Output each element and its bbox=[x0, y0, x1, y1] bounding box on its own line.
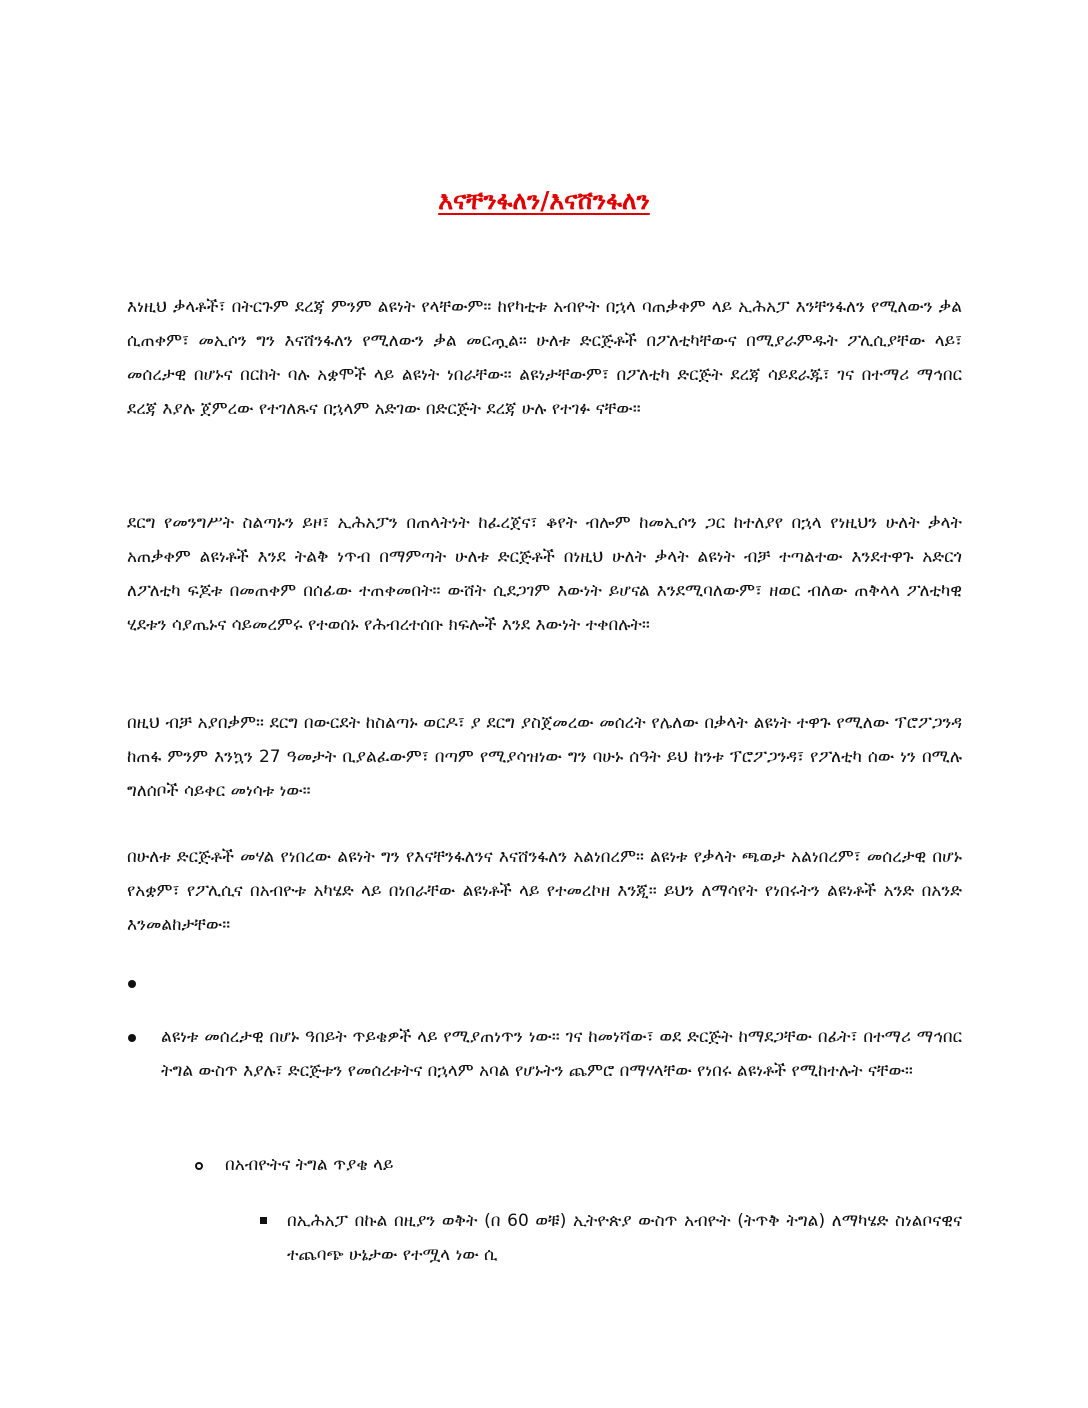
bullet-dot bbox=[128, 1034, 136, 1042]
sub-bullet-text: በአብዮትና ትግል ጥያቄ ላይ bbox=[225, 1155, 394, 1175]
sub-sub-bullet-square bbox=[260, 1217, 267, 1224]
sub-sub-bullet-text: በኢሕአፓ በኩል በዚያን ወቅት (በ 60 ወቹ) ኢትዮጵያ ውስጥ አብዮት (ትጥቅ ትግል) ለማካሄድ ስነልቦናዊና ተጨባጭ ሁኔታው የተሟላ ነው ሲ bbox=[287, 1211, 962, 1265]
bullet-dot-empty bbox=[128, 980, 136, 988]
document-title: እናቸንፋለን/እናሸንፋለን bbox=[438, 186, 650, 215]
paragraph-1: እነዚህ ቃላቶች፣ በትርጉም ደረጃ ምንም ልዩነት የላቸውም። ከየካቲቱ አብዮት በኋላ ባጠቃቀም ላይ ኢሕአፓ እንቸንፋለን የሚለውን ቃል ሲጠቀም፣ መኢሶን ግን እናሸንፋለን የሚለውን ቃል መርጧል። ሁለቱ ድርጅቶች በፖለቲካቸውና በሚያራምዱት ፖሊሲያቸው ላይ፣ መሰረታዊ በሆኑና በርከት ባሉ አቋሞች ላይ ልዩነት ነበራቸው። ልዩነታቸውም፣ በፖለቲካ ድርጅት ደረጃ ሳይደራጁ፣ ገና በተማሪ ማኅበር ደረጃ እያሉ ጀምረው የተገለጹና በኋላም አድገው በድርጅት ደረጃ ሁሉ የተገፉ ናቸው። bbox=[127, 297, 962, 419]
paragraph-2: ደርግ የመንግሥት ስልጣኑን ይዞ፣ ኢሕአፓን በጠላትነት ከፈረጀና፣ ቆየት ብሎም ከመኢሶን ጋር ከተለያየ በኋላ የነዚህን ሁለት ቃላት አጠቃቀም ልዩነቶች እንደ ትልቅ ነጥብ በማምጣት ሁለቱ ድርጅቶች በነዚህ ሁለት ቃላት ልዩነት ብቻ ተጣልተው እንደተዋጉ አድርጎ ለፖለቲካ ፍጆቱ በመጠቀም በሰፊው ተጠቀመበት። ውሸት ሲደጋገም እውነት ይሆናል እንደሚባለውም፣ ዘወር ብለው ጠቅላላ ፖለቲካዊ ሂደቱን ሳያጤኑና ሳይመረምሩ የተወሰኑ የሕብረተሰቡ ክፍሎች እንደ እውነት ተቀበሉት። bbox=[127, 513, 962, 635]
bullet-text: ልዩነቱ መሰረታዊ በሆኑ ዓበይት ጥይቄዎች ላይ የሚያጠነጥን ነው። ገና ከመነሻው፣ ወደ ድርጅት ከማደጋቸው በፊት፣ በተማሪ ማኅበር ትግል ውስጥ እያሉ፣ ድርጅቱን የመሰረቱትና በኋላም አባል የሆኑትን ጨምሮ በማሃላቸው የነበሩ ልዩነቶች የሚከተሉት ናቸው። bbox=[161, 1027, 962, 1081]
paragraph-3: በዚህ ብቻ አያበቃም። ደርግ በውርደት ከስልጣኑ ወርዶ፣ ያ ደርግ ያስጀመረው መሰረት የሌለው በቃላት ልዩነት ተዋጉ የሚለው ፕሮፖጋንዳ ከጠፋ ምንም እንኳን 27 ዓመታት ቢያልፈውም፣ በጣም የሚያሳዝነው ግን ባሁኑ ሰዓት ይህ ከንቱ ፕሮፖጋንዳ፣ የፖለቲካ ሰው ነን በሚሉ ግለሰቦች ሳይቀር መነሳቱ ነው። bbox=[127, 713, 962, 801]
paragraph-4: በሁለቱ ድርጅቶች መሃል የነበረው ልዩነት ግን የእናቸንፋለንና እናሸንፋለን አልነበረም። ልዩነቱ የቃላት ጫወታ አልነበረም፣ መሰረታዊ በሆኑ የአቋም፣ የፖሊሲና በአብዮቱ አካሄድ ላይ በነበራቸው ልዩነቶች ላይ የተመረኮዘ እንጂ። ይህን ለማሳየት የነበሩትን ልዩነቶች አንድ በአንድ እንመልከታቸው። bbox=[127, 847, 962, 935]
sub-bullet-circle bbox=[195, 1162, 203, 1170]
